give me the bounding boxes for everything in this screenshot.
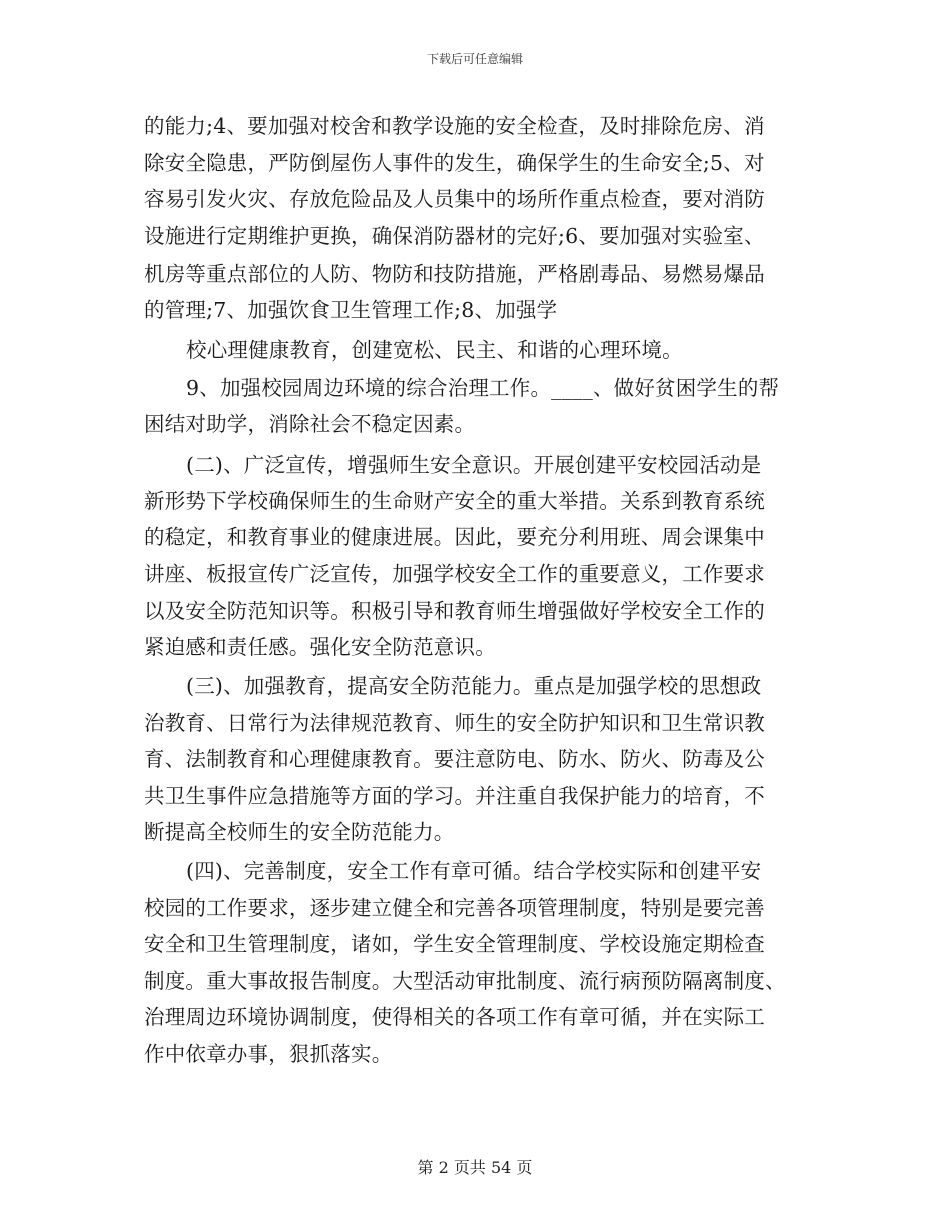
text-line: 除安全隐患，严防倒屋伤人事件的发生，确保学生的生命安全;5、对 [144,151,765,175]
text-line: 安全和卫生管理制度，诸如，学生安全管理制度、学校设施定期检查 [144,932,765,956]
text-line: 9、加强校园周边环境的综合治理工作。____、做好贫困学生的帮 [186,376,780,400]
text-line: 新形势下学校确保师生的生命财产安全的重大举措。关系到教育系统 [144,489,765,513]
text-line: 设施进行定期维护更换，确保消防器材的完好;6、要加强对实验室、 [144,224,765,248]
text-line: 以及安全防范知识等。积极引导和教育师生增强做好学校安全工作的 [144,599,765,623]
text-line: (四)、完善制度，安全工作有章可循。结合学校实际和创建平安 [186,859,762,883]
text-line: 育、法制教育和心理健康教育。要注意防电、防水、防火、防毒及公 [144,747,765,771]
text-line: 的稳定，和教育事业的健康进展。因此，要充分利用班、周会课集中 [144,525,765,549]
text-line: 困结对助学，消除社会不稳定因素。 [144,412,476,436]
text-line: 容易引发火灾、存放危险品及人员集中的场所作重点检查，要对消防 [144,187,765,211]
text-line: 断提高全校师生的安全防范能力。 [144,820,455,844]
text-line: 作中依章办事，狠抓落实。 [144,1042,393,1066]
text-line: 紧迫感和责任感。强化安全防范意识。 [144,635,496,659]
text-line: 治教育、日常行为法律规范教育、师生的安全防护知识和卫生常识教 [144,711,765,735]
text-line: 讲座、板报宣传广泛宣传，加强学校安全工作的重要意义，工作要求 [144,562,765,586]
text-line: 治理周边环境协调制度，使得相关的各项工作有章可循，并在实际工 [144,1005,765,1029]
text-line: 机房等重点部位的人防、物防和技防措施，严格剧毒品、易燃易爆品 [144,262,765,286]
text-line: 共卫生事件应急措施等方面的学习。并注重自我保护能力的培育，不 [144,784,765,808]
text-line: 的能力;4、要加强对校舍和教学设施的安全检查，及时排除危房、消 [144,114,765,138]
text-line: (二)、广泛宣传，增强师生安全意识。开展创建平安校园活动是 [186,453,762,477]
text-line: 的管理;7、加强饮食卫生管理工作;8、加强学 [144,298,558,322]
page-number-footer: 第 2 页共 54 页 [417,1158,533,1177]
text-line: 校心理健康教育，创建宽松、民主、和谐的心理环境。 [186,338,683,362]
page-header: 下载后可任意编辑 [426,52,523,66]
text-line: 制度。重大事故报告制度。大型活动审批制度、流行病预防隔离制度、 [144,969,786,993]
text-line: (三)、加强教育，提高安全防范能力。重点是加强学校的思想政 [186,674,762,698]
text-line: 校园的工作要求，逐步建立健全和完善各项管理制度，特别是要完善 [144,896,765,920]
